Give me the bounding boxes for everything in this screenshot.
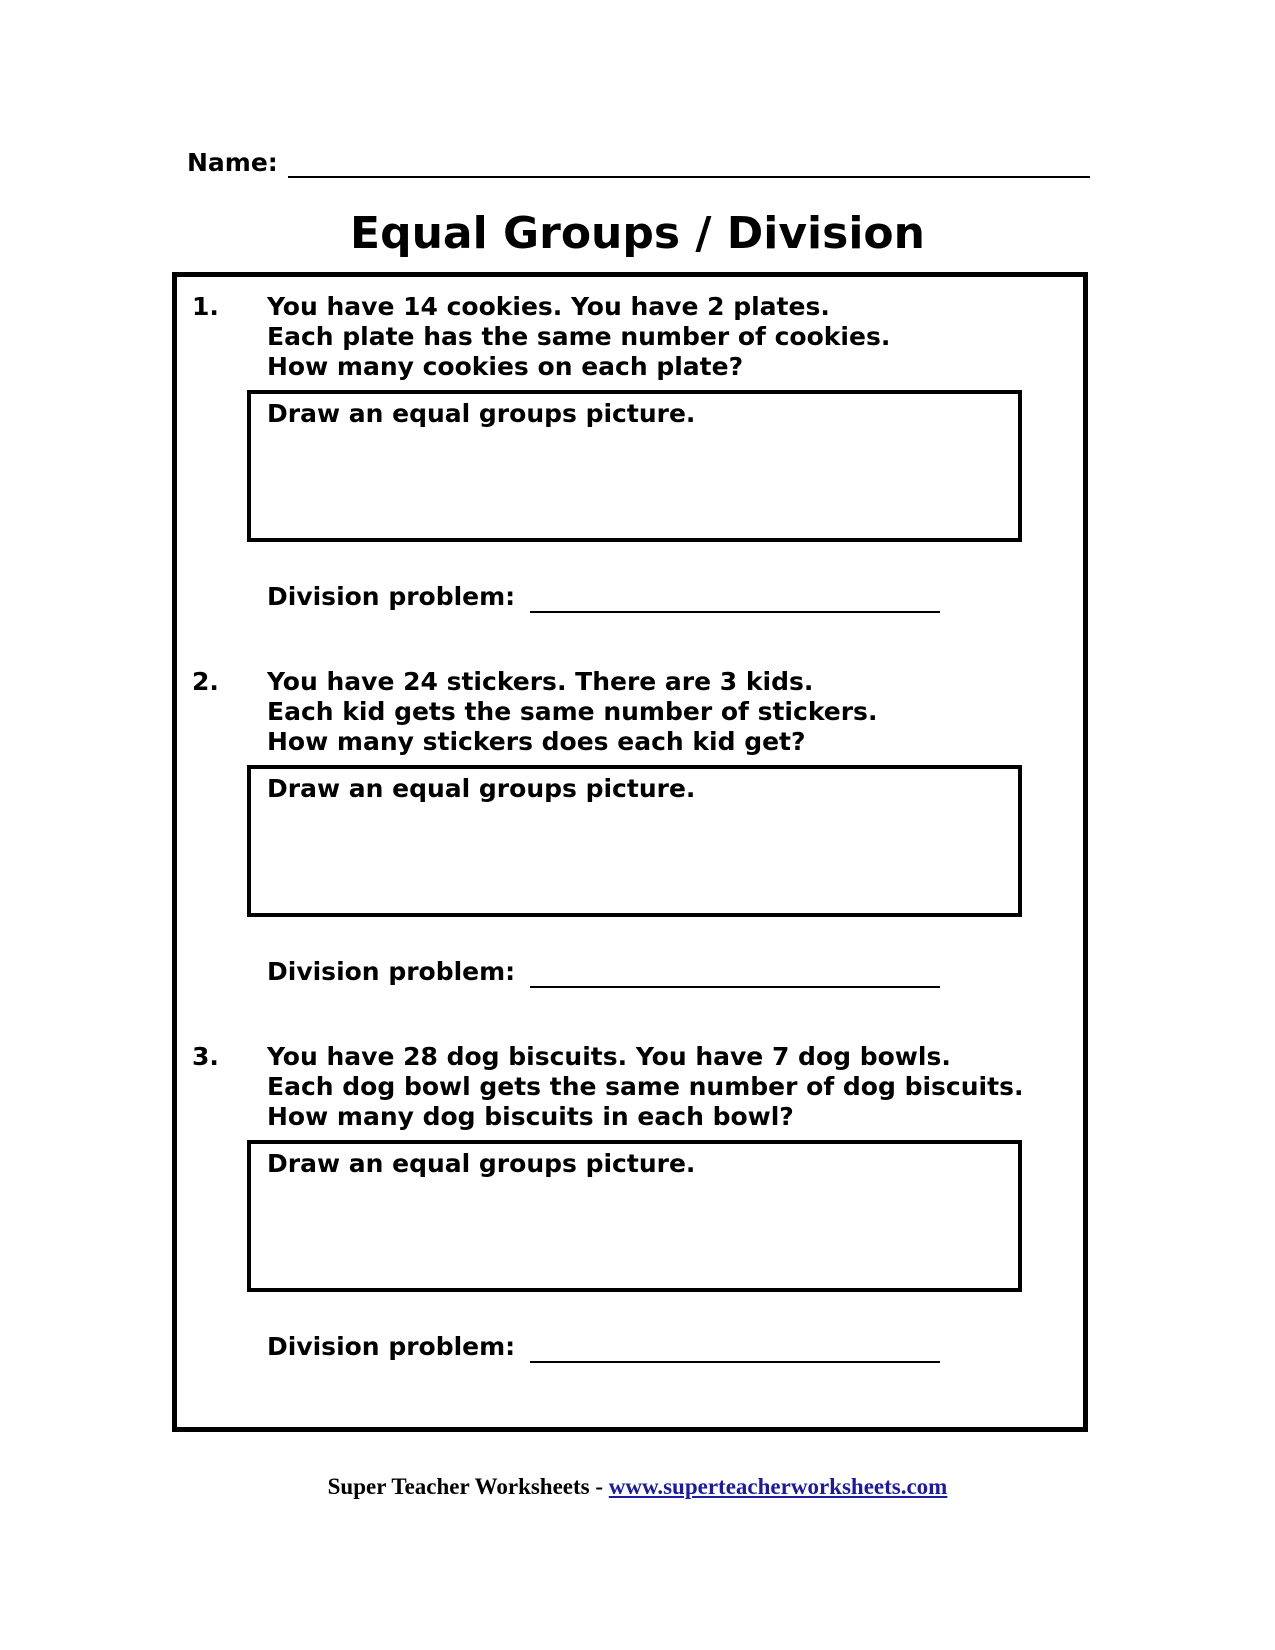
problem-line: Each plate has the same number of cookies. — [267, 322, 891, 351]
division-answer-line[interactable] — [530, 986, 940, 988]
problem-number: 3. — [192, 1042, 219, 1071]
drawing-area[interactable] — [247, 1140, 1022, 1292]
problem-line: Each dog bowl gets the same number of dog biscuits. — [267, 1072, 1024, 1101]
problem-line: Each kid gets the same number of stickers. — [267, 697, 878, 726]
footer-link[interactable]: www.superteacherworksheets.com — [608, 1474, 948, 1499]
problem-line: You have 24 stickers. There are 3 kids. — [267, 667, 814, 696]
drawing-area[interactable] — [247, 390, 1022, 542]
problem-number: 2. — [192, 667, 219, 696]
footer-credit — [0, 1474, 1275, 1500]
problem-line: You have 28 dog biscuits. You have 7 dog bowls. — [267, 1042, 951, 1071]
problem-text — [267, 292, 890, 382]
problem-line: How many dog biscuits in each bowl? — [267, 1102, 794, 1131]
name-field[interactable] — [288, 176, 1090, 178]
problem-text — [267, 1042, 1023, 1132]
drawing-prompt: Draw an equal groups picture. — [267, 774, 696, 803]
drawing-area[interactable] — [247, 765, 1022, 917]
division-answer-line[interactable] — [530, 1361, 940, 1363]
problem-line: How many stickers does each kid get? — [267, 727, 806, 756]
division-label: Division problem: — [267, 582, 516, 611]
footer-source: Super Teacher Worksheets - — [327, 1474, 609, 1499]
worksheet-frame — [172, 272, 1088, 1432]
name-label: Name: — [187, 148, 278, 177]
division-label: Division problem: — [267, 1332, 516, 1361]
division-answer-line[interactable] — [530, 611, 940, 613]
problem-line: How many cookies on each plate? — [267, 352, 744, 381]
drawing-prompt: Draw an equal groups picture. — [267, 1149, 696, 1178]
problem-number: 1. — [192, 292, 219, 321]
division-label: Division problem: — [267, 957, 516, 986]
drawing-prompt: Draw an equal groups picture. — [267, 399, 696, 428]
page-title: Equal Groups / Division — [350, 208, 925, 259]
problem-text — [267, 667, 877, 757]
problem-line: You have 14 cookies. You have 2 plates. — [267, 292, 830, 321]
